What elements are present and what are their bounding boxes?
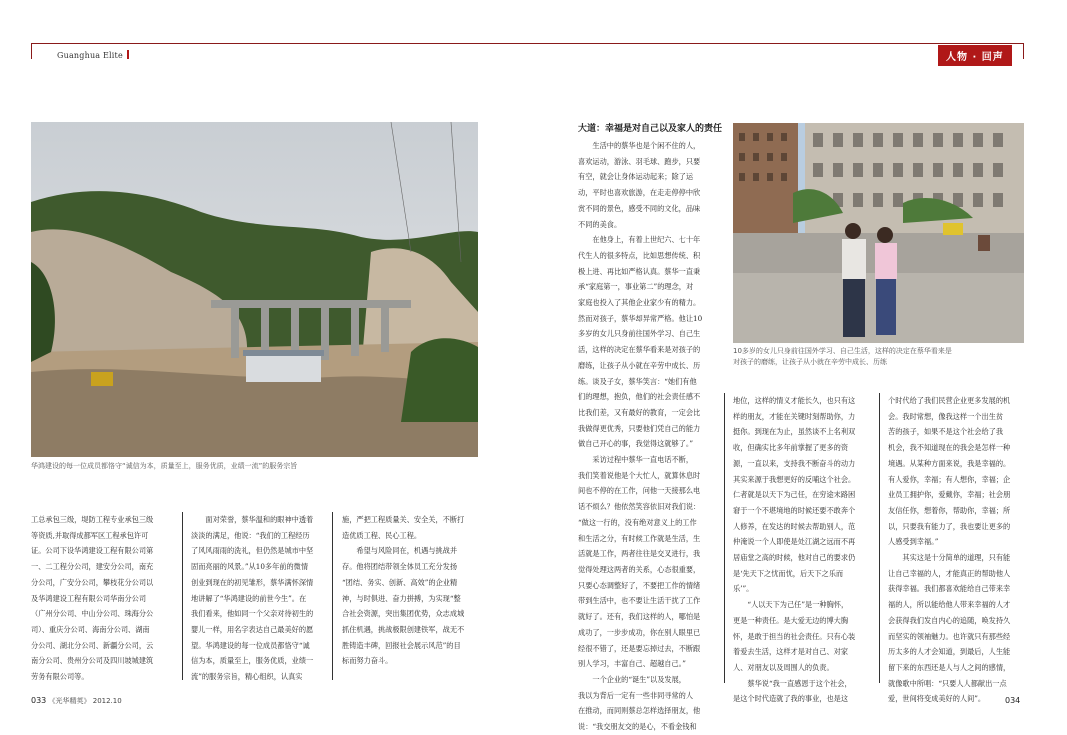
text-line: 一个企业的“诞生”以及发展， [578, 674, 686, 684]
construction-site-photo [31, 122, 478, 457]
text-line: 分公司，广安分公司，攀枝花分公司以 [31, 577, 154, 587]
text-line: 收，但确实比多年前掌握了更多的资 [733, 443, 849, 453]
text-line: 业员工拥护你，爱戴你，幸福；社会朋 [888, 490, 1011, 500]
brand-text: Guanghua Elite [57, 51, 123, 60]
text-line: 我以为背后一定有一些非同寻常的人 [578, 690, 694, 700]
text-line: 经很不错了，还是要忘掉过去，不断跟 [578, 643, 701, 653]
text-line: 然而对孩子，蔡华却异常严格。他让10 [578, 313, 703, 323]
text-line: 爱，世间将变成美好的人间”。 [888, 694, 986, 704]
text-line: 源，一直以来，支持我不断奋斗的动力 [733, 458, 856, 468]
text-line: 觉得处理这两者的关系，心态很重要， [578, 564, 701, 574]
left-footer [31, 696, 122, 706]
text-line: 机会，我不知道现在的我会是怎样一种 [888, 443, 1011, 453]
text-line: 希望与风险同在，机遇与挑战并 [342, 546, 458, 556]
text-line: 窘于一个不堪境地的时候还要不敢奔个 [733, 505, 856, 515]
text-line: 司）、重庆分公司、海南分公司、湖南 [31, 624, 150, 634]
text-line: 成功了，一步步成功，你在别人眼里已 [578, 627, 701, 637]
text-line: 怀，是敢于担当的社会责任。只有心装 [733, 631, 856, 641]
right-column-3 [888, 393, 1024, 707]
left-column-1 [31, 512, 170, 685]
text-line: 极上进、再比如严格认真。蔡华一直秉 [578, 266, 701, 276]
text-line: 获得幸福。我们都喜欢能给自己带来幸 [888, 584, 1011, 594]
text-line: 在推动，而同则蔡总怎样选择朋友，他 [578, 706, 701, 716]
text-line: 比我们差，又有最好的教育，一定会比 [578, 407, 701, 417]
text-line: 神，与时俱进、奋力拼搏，为实现“整 [342, 593, 461, 603]
text-line: 我们笑着说他是个大忙人，就算休息时 [578, 470, 701, 480]
brand-accent-bar [127, 50, 129, 59]
text-line: 采访过程中蔡华一直电话不断， [578, 455, 694, 465]
text-line: 望。华鸿建设的每一位成员都恪守“诚 [191, 640, 310, 650]
right-footer [1005, 696, 1020, 705]
text-line: 多岁的女儿只身前往国外学习、自己生 [578, 329, 701, 339]
text-line: 会获得我们发自内心的追随，唤发持久 [888, 615, 1011, 625]
left-column-2 [191, 512, 324, 685]
text-line: 其实这是十分简单的道理，只有能 [888, 553, 1011, 563]
text-line: 流”的服务宗旨，精心组织，认真实 [191, 672, 303, 682]
text-line: 境遇。从某种方面来说，我是幸福的。 [888, 458, 1011, 468]
text-line: 地位，这样的情义才能长久，也只有这 [733, 396, 856, 405]
text-line: 施，严把工程质量关、安全关，不断打 [342, 515, 465, 524]
text-line: 更是一种责任。是大爱无边的博大胸 [733, 615, 849, 625]
text-line: 造优质工程、民心工程。 [342, 530, 422, 540]
text-line: 个时代给了我们民营企业更多发展的机 [888, 396, 1011, 405]
text-line: 就好了。还有，我们这样的人，哪怕是 [578, 612, 701, 622]
text-line: 仁者就是以天下为己任，在穷途末路困 [733, 490, 856, 500]
text-line: 劳务有限公司等。 [31, 672, 89, 682]
text-line: 活，这样的决定在蔡华看来是对孩子的 [578, 345, 701, 355]
text-line: 淡淡的满足，他说：“我们的工程经历 [191, 530, 310, 540]
right-page-number: 034 [1005, 696, 1021, 705]
text-line: 家庭也投入了其他企业家少有的精力。 [578, 298, 701, 308]
text-line: 着爱去生活，这样才是对自己、对家 [733, 647, 849, 657]
text-line: 代生人的很多特点，比如思想传统、积 [578, 250, 701, 260]
section-tag: 人物 · 回声 [938, 45, 1012, 66]
text-line: 友信任你，想着你，帮助你，幸福；所 [888, 505, 1011, 515]
text-line: 们的理想，抱负，他们的社会责任感不 [578, 392, 701, 402]
left-photo-caption: 华鸿建设的每一位成员都恪守“诚信为本，质量至上，服务优质，业绩一流”的服务宗旨 [31, 462, 298, 470]
text-line: 而坚实的领袖魅力。也许就只有那些经 [888, 631, 1011, 641]
text-line: 福的人，所以能给他人带来幸福的人才 [888, 600, 1011, 610]
text-line: 居庙堂之高的时候，他对自己的要求仍 [733, 553, 856, 563]
text-line: 话不烦么？他依然笑容依旧对我们说： [578, 502, 701, 512]
column-divider [182, 512, 183, 680]
text-line: 仲淹说一个人即使是处江湖之远而不再 [733, 537, 856, 547]
text-line: 地讲解了“华鸿建设的前世今生”。在 [191, 593, 307, 603]
column-divider [332, 512, 333, 680]
text-line: 合社会资源，突出集团优势，众志成城 [342, 609, 465, 619]
text-line: 固而亮丽的风景。”从10多年前的微情 [191, 562, 309, 572]
text-line: 存。他将团结带领全体员工充分发扬 [342, 562, 458, 572]
text-line: 工总承包三级，堤防工程专业承包三级 [31, 515, 154, 524]
text-line: 和生活之分，有时候工作就是生活，生 [578, 533, 701, 543]
text-line: 让自己幸福的人，才能真正的帮助他人 [888, 568, 1011, 578]
text-line: “做这一行的，没有绝对意义上的工作 [578, 517, 697, 527]
text-line: 苦的孩子，如果不是这个社会给了我 [888, 427, 1004, 437]
text-line: 是这个时代造就了我的事业，也是这 [733, 694, 849, 704]
text-line: 喜欢运动，游泳、羽毛球、跑步，只要 [578, 156, 701, 166]
text-line: 只要心态调整好了，不要把工作的情绪 [578, 580, 701, 590]
text-line: 说：“我交朋友交的是心，不看金钱和 [578, 722, 697, 732]
text-line: 会。我时常想，像我这样一个出生贫 [888, 411, 1004, 421]
text-line: 胜铸造丰碑，回报社会展示风范”的目 [342, 640, 461, 650]
text-line: 承“家庭第一，事业第二”的理念，对 [578, 282, 694, 292]
text-line: “人以天下为己任”是一种胸怀， [733, 600, 849, 610]
right-photo-caption-line: 对孩子的磨练，让孩子从小就在辛劳中成长、历练 [733, 358, 887, 366]
text-line: 历太多的人才会知道，到最后，人生能 [888, 647, 1011, 657]
text-line: 做自己开心的事，我觉得这就够了。” [578, 439, 694, 449]
text-line: 创业到现在的初见雏形，蔡华满怀深情 [191, 577, 314, 587]
text-line: 有人爱你，幸福；有人想你，幸福；企 [888, 474, 1011, 484]
text-line: “团结、务实、创新、高效”的企业精 [342, 577, 458, 587]
text-line: 练。谈及子女，蔡华笑言：“她们有他 [578, 376, 697, 386]
text-line: 带到生活中，也不要让生活干扰了工作 [578, 596, 701, 606]
magazine-brand [57, 50, 129, 60]
text-line: 我做得更优秀，只要他们凭自己的能力 [578, 423, 701, 433]
text-line: 一、二工程分公司，建安分公司，南充 [31, 562, 154, 572]
text-line: 以，只要我有能力了，我也要让更多的 [888, 521, 1011, 531]
text-line: 蔡华说“我一直感恩于这个社会， [733, 678, 852, 688]
text-line: 人感受到幸福。” [888, 537, 939, 547]
header-rule-left-tick [31, 43, 32, 59]
text-line: 别人学习，丰富自己、超越自己。” [578, 659, 686, 669]
text-line: 在他身上，有着上世纪六、七十年 [578, 235, 701, 245]
text-line: 其实来源于我想更好的反哺这个社会。 [733, 474, 856, 484]
left-column-3 [342, 512, 478, 669]
text-line: 标而努力奋斗。 [342, 656, 393, 666]
text-line: 了风风雨雨的洗礼，但仍然是城市中坚 [191, 546, 314, 556]
text-line: 信为本，质量至上，服务优质，业绩一 [191, 656, 314, 666]
right-column-2 [733, 393, 869, 707]
header-rule [31, 43, 1024, 44]
text-line: 我们看来，他如同一个父亲对待初生的 [191, 609, 314, 619]
text-line: 是‘先天下之忧而忧，后天下之乐而 [733, 568, 844, 578]
street-portrait-photo [733, 123, 1024, 343]
text-line: 赏不同的景色，感受不同的文化，品味 [578, 203, 701, 213]
right-photo-caption-line: 10多岁的女儿只身前往国外学习、自己生活，这样的决定在蔡华看来是 [733, 347, 952, 355]
column-divider [879, 393, 880, 683]
text-line: 间也不停的在工作，问他一天接那么电 [578, 486, 701, 496]
text-line: 磨练，让孩子从小就在辛劳中成长、历 [578, 360, 701, 370]
text-line: 活就是工作，两者往往是交叉进行，我 [578, 549, 701, 559]
text-line: 有空，就会让身体运动起来；除了运 [578, 172, 694, 182]
text-line: 面对荣誉，蔡华温和的眼神中透着 [191, 515, 314, 524]
section-heading: 大道：幸福是对自己以及家人的责任 [578, 124, 723, 134]
text-line: 人、对朋友以及周围人的负责。 [733, 662, 834, 672]
text-line: 分公司、湖北分公司、新疆分公司，云 [31, 640, 154, 650]
text-line: 证。公司下设华鸿建设工程有限公司第 [31, 546, 154, 556]
text-line: 就像歌中所唱：“只要人人都献出一点 [888, 678, 1007, 688]
text-line: 人修养，在发达的时候去帮助别人，范 [733, 521, 856, 531]
text-line: 不同的美食。 [578, 219, 622, 229]
text-line: 乐’”。 [733, 584, 754, 594]
right-column-1 [578, 138, 719, 735]
text-line: 婴儿一样，用名字表达自己最美好的愿 [191, 624, 314, 634]
text-line: （广州分公司、中山分公司、珠海分公 [31, 609, 154, 619]
text-line: 等资质,并取得成都军区工程承包许可 [31, 530, 149, 540]
text-line: 留下来的东西还是人与人之间的感情， [888, 662, 1011, 672]
text-line: 生活中的蔡华也是个闲不住的人， [578, 141, 701, 150]
header-rule-right-tick [1023, 43, 1024, 59]
right-photo-caption [733, 346, 952, 368]
text-line: 挺你。到现在为止，虽然谈不上名利双 [733, 427, 856, 437]
text-line: 抓住机遇，挑战极限创建铁军，战无不 [342, 624, 465, 634]
text-line: 及华鸿建设工程有限公司华南分公司 [31, 593, 147, 603]
text-line: 动，平时也喜欢旅游，在走走停停中欣 [578, 188, 701, 198]
left-page-number: 033 [31, 696, 47, 705]
column-divider [724, 393, 725, 683]
magazine-issue: 《光华精英》 2012.10 [48, 697, 122, 705]
text-line: 南分公司、贵州分公司及四川坡城建筑 [31, 656, 154, 666]
text-line: 样的朋友，才能在关键时刻帮助你，力 [733, 411, 856, 421]
